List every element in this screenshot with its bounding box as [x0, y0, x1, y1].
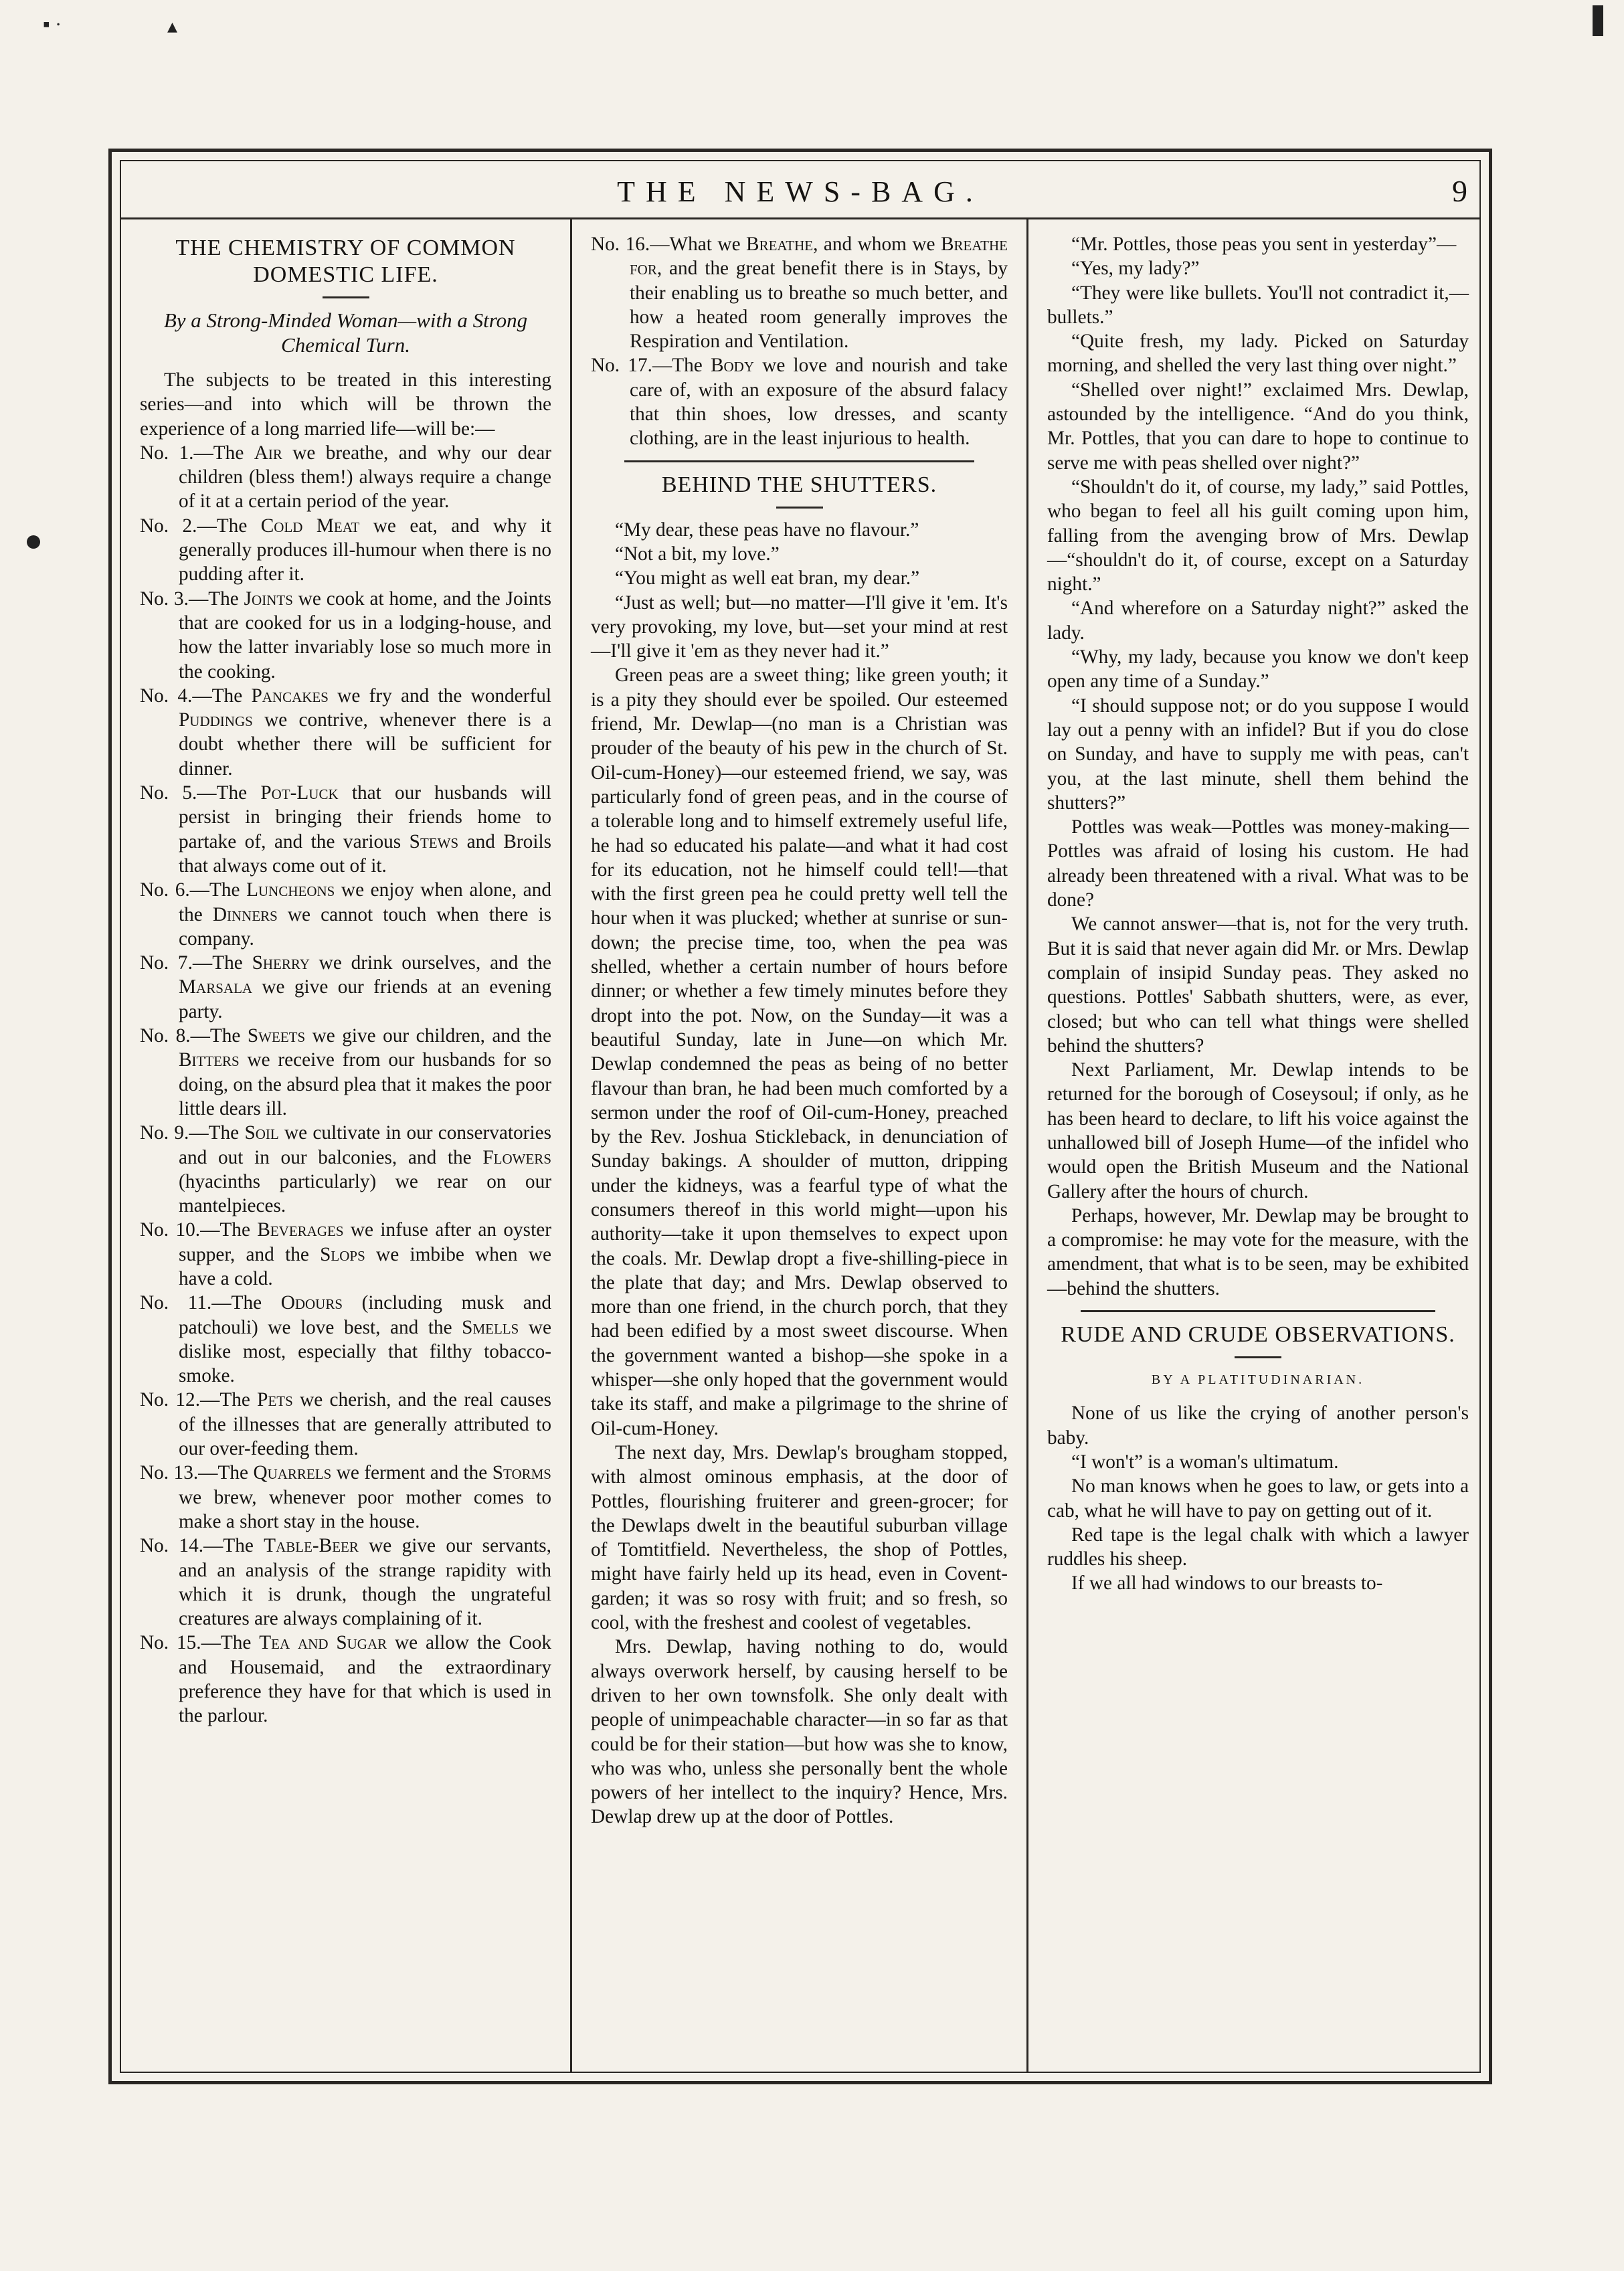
article-byline: BY A PLATITUDINARIAN.: [1151, 1372, 1365, 1388]
item-keyword: Sweets: [247, 1025, 306, 1047]
item-keyword: Pot-Luck: [260, 782, 339, 804]
list-item: [591, 232, 1008, 353]
item-text: we give our children, and the: [305, 1025, 551, 1047]
item-text: No. 10.—The: [140, 1219, 258, 1241]
item-text: we allow the Cook and Housemaid, and the extraordinary preference they have for that which is used in the parlour.: [179, 1632, 551, 1727]
article-title: THE CHEMISTRY OF COMMON DOMESTIC LIFE.: [175, 236, 516, 287]
paragraph: If we all had windows to our breasts to-: [1071, 1572, 1383, 1595]
item-keyword: Flowers: [482, 1146, 551, 1168]
item-keyword: Dinners: [212, 903, 278, 925]
item-keyword: Breathe for: [630, 234, 1008, 280]
item-keyword: Smells: [462, 1316, 519, 1338]
item-keyword: Cold Meat: [260, 515, 360, 537]
item-text: we cherish, and the real causes of the illnesses that are generally attributed to our over-feeding them.: [179, 1389, 551, 1460]
item-keyword: Quarrels: [253, 1462, 332, 1484]
list-item: [140, 951, 551, 1024]
item-text: we contrive, whenever there is a doubt whether there will be sufficient for dinner.: [179, 709, 551, 780]
paragraph: “Quite fresh, my lady. Picked on Saturday morning, and shelled the very last thing over night.”: [1047, 331, 1469, 377]
column-3: [1028, 217, 1487, 2072]
paragraph: “I won't” is a woman's ultimatum.: [1071, 1451, 1339, 1473]
item-text: and Broils that always come out of it.: [179, 830, 552, 877]
item-keyword: Slops: [320, 1243, 365, 1265]
page-frame: [108, 149, 1492, 2084]
list-item: [140, 514, 551, 587]
item-text: No. 11.—The: [140, 1292, 281, 1314]
list-item: [140, 1461, 551, 1534]
item-keyword: Breathe: [746, 234, 814, 255]
print-speck: ▪ ·: [43, 13, 62, 35]
item-text: No. 16.—What we: [591, 234, 747, 255]
paragraph: “Why, my lady, because you know we don't keep open any time of a Sunday.”: [1047, 646, 1469, 693]
article-byline: By a Strong-Minded Woman—with a Strong Chemical Turn.: [163, 308, 528, 357]
item-keyword: Pancakes: [251, 685, 329, 707]
item-text: No. 12.—The: [140, 1389, 258, 1411]
columns: [121, 217, 1479, 2072]
item-text: No. 1.—The: [140, 442, 254, 464]
page-number: 9: [1452, 174, 1467, 208]
paragraph: “I should suppose not; or do you suppose I would lay out a penny with an infidel? But if you do close on Sunday, and have to supply me with peas, can't you, at the last minute, shell them behind the shutters?”: [1047, 695, 1469, 814]
paragraph: “Shouldn't do it, of course, my lady,” said Pottles, who began to feel all his guilt coming upon him, falling from the avenging brow of Mrs. Dewlap—“shouldn't do it, of course, except on a Saturday night.”: [1047, 476, 1469, 596]
item-keyword: Tea and Sugar: [259, 1632, 387, 1654]
item-keyword: Sherry: [252, 952, 310, 974]
article-intro: The subjects to be treated in this interesting series—and into which will be thrown the experience of a long married life—will be:—: [140, 369, 551, 440]
paragraph: “My dear, these peas have no flavour.”: [615, 519, 919, 541]
item-text: we give our friends at an evening party.: [179, 976, 551, 1022]
item-keyword: Body: [710, 355, 755, 377]
item-text: we cook at home, and the Joints that are cooked for us in a lodging-house, and how the latter invariably lose so much more in the cooking.: [179, 587, 551, 683]
item-text: , and the great benefit there is in Stays, by their enabling us to breathe so much better, and how a heated room generally improves the Respiration and Ventilation.: [630, 258, 1008, 353]
item-text: (hyacinths particularly) we rear on our mantelpieces.: [179, 1170, 551, 1217]
title-rule: [776, 507, 823, 509]
item-keyword: Bitters: [179, 1049, 240, 1071]
title-rule: [1235, 1356, 1281, 1358]
item-list: [140, 441, 551, 1728]
item-text: No. 6.—The: [140, 879, 247, 901]
item-text: we fry and the wonderful: [328, 685, 551, 707]
item-text: we cultivate in our conservatories and out in our balconies, and the: [179, 1122, 551, 1168]
item-text: we give our servants, and an analysis of the strange rapidity with which it is drunk, though the ungrateful creatures are always complaining of it.: [179, 1535, 551, 1630]
item-text: No. 17.—The: [591, 355, 711, 377]
print-speck: ▴: [167, 15, 178, 37]
list-item: [140, 878, 551, 951]
item-text: we dislike most, especially that filthy tobacco-smoke.: [179, 1316, 551, 1387]
paragraph: “Not a bit, my love.”: [615, 543, 780, 565]
item-keyword: Joints: [244, 587, 293, 610]
article-body: [1047, 1401, 1469, 1595]
paragraph: Perhaps, however, Mr. Dewlap may be brought to a compromise: he may vote for the measure, with the amendment, that what is to be seen, may be exhibited—behind the shutters.: [1047, 1204, 1469, 1299]
list-item: [140, 1388, 551, 1461]
article-title: BEHIND THE SHUTTERS.: [661, 472, 937, 497]
list-item: [140, 1631, 551, 1728]
paragraph: Green peas are a sweet thing; like green youth; it is a pity they should ever be spoiled. Our esteemed friend, Mr. Dewlap—(no man is a Christian was prouder of the beauty of his pew in the church of St. Oil-cum-Honey)—our esteemed friend, we say, was particularly fond of green peas, and in the course of a tolerable long and to himself extremely useful life, he had so educated his palate—and what it had cost for its education, not he himself could tell!—that with the first green pea he could pretty well tell the hour when it was plucked; whether at sunrise or sun-down; the precise time, too, when the pea was shelled, whether a certain number of hours before dinner; or whether a few timely minutes before they dropt into the pot. Now, on the Sunday—it was a beautiful Sunday, late in June—on which Mr. Dewlap condemned the peas as being of no better flavour than bran, he had been much comforted by a sermon under the roof of Oil-cum-Honey, preached by the Rev. Joshua Stickleback, in denunciation of Sunday bakings. A shoulder of mutton, dripping under the kidneys, was a fearful type of what the consumers thereof in this world might—upon his authority—take it upon themselves to expect upon the coals. Mr. Dewlap dropt a five-shilling-piece in the plate that day; and Mrs. Dewlap observed to more than one friend, in the church porch, that they had been edified by a most sweet discourse. When the government wanted a bishop—she spoke in a whisper—she only hoped that the government would take its staff, and make a pilgrimage to the shrine of Oil-cum-Honey.: [591, 664, 1008, 1439]
list-item: [140, 1024, 551, 1121]
list-item: [591, 353, 1008, 450]
item-text: No. 2.—The: [140, 515, 261, 537]
paragraph: “You might as well eat bran, my dear.”: [615, 567, 920, 589]
column-1: [121, 217, 572, 2072]
list-item: [140, 1218, 551, 1291]
item-keyword: Storms: [492, 1462, 551, 1484]
paragraph: Pottles was weak—Pottles was money-making—Pottles was afraid of losing his custom. He had already been threatened with a rival. What was to be done?: [1047, 816, 1469, 911]
list-item: [140, 1534, 551, 1631]
item-keyword: Table-Beer: [264, 1535, 359, 1557]
item-text: we imbibe when we have a cold.: [179, 1243, 551, 1289]
section-rule: [1081, 1310, 1435, 1312]
column-2: [572, 217, 1028, 2072]
paragraph: Red tape is the legal chalk with which a lawyer ruddles his sheep.: [1047, 1524, 1469, 1570]
paragraph: “And wherefore on a Saturday night?” asked the lady.: [1047, 598, 1469, 644]
item-text: we breathe, and why our dear children (bless them!) always require a change of it at a certain period of the year.: [179, 442, 551, 513]
item-text: No. 3.—The: [140, 587, 244, 610]
paragraph: Mrs. Dewlap, having nothing to do, would always overwork herself, by causing herself to be driven to her own townsfolk. She only dealt with people of unimpeachable character—in so far as that could be for their station—but how was she to know, who was who, unless she personally bent the whole powers of her intellect to the inquiry? Hence, Mrs. Dewlap drew up at the door of Pottles.: [591, 1636, 1008, 1828]
item-text: we ferment and the: [331, 1462, 492, 1484]
title-rule: [323, 296, 369, 298]
item-keyword: Puddings: [179, 709, 253, 731]
item-keyword: Beverages: [257, 1219, 344, 1241]
item-keyword: Pets: [257, 1389, 293, 1411]
article-title: RUDE AND CRUDE OBSERVATIONS.: [1061, 1322, 1455, 1348]
item-text: we brew, whenever poor mother comes to make a short stay in the house.: [179, 1486, 551, 1532]
masthead: [121, 161, 1479, 219]
print-speck: [1593, 5, 1603, 36]
item-text: (including musk and patchouli) we love best, and the: [179, 1292, 551, 1338]
item-keyword: Soil: [244, 1122, 279, 1144]
item-keyword: Air: [254, 442, 282, 464]
item-text: No. 13.—The: [140, 1462, 254, 1484]
item-text: No. 5.—The: [140, 782, 261, 804]
item-text: No. 7.—The: [140, 952, 252, 974]
item-text: No. 8.—The: [140, 1025, 248, 1047]
print-speck: [27, 535, 40, 549]
item-text: that our husbands will persist in bringing their friends home to partake of, and the various: [179, 782, 551, 852]
item-text: No. 15.—The: [140, 1632, 260, 1654]
item-text: we drink ourselves, and the: [309, 952, 551, 974]
item-keyword: Odours: [280, 1292, 343, 1314]
list-item: [140, 441, 551, 514]
section-rule: [624, 460, 974, 462]
paragraph: “Yes, my lady?”: [1071, 258, 1200, 280]
article-body: [591, 518, 1008, 1829]
masthead-title: THE NEWS-BAG.: [617, 175, 984, 208]
paragraph: We cannot answer—that is, not for the very truth. But it is said that never again did Mr. or Mrs. Dewlap complain of insipid Sunday peas. They asked no questions. Pottles' Sabbath shutters, were, as ever, closed; but who can tell what things were shelled behind the shutters?: [1047, 913, 1469, 1057]
item-list-continued: [591, 232, 1008, 451]
list-item: [140, 1121, 551, 1218]
item-text: we enjoy when alone, and the: [179, 879, 551, 925]
item-keyword: Stews: [409, 830, 459, 852]
list-item: [140, 684, 551, 781]
paragraph: The next day, Mrs. Dewlap's brougham stopped, with almost ominous emphasis, at the door of Pottles, flourishing fruiterer and green-grocer; for the Dewlaps dwelt in the beautiful suburban village of Tomtitfield. Nevertheless, the shop of Pottles, might have fairly held up its head, even in Covent-garden; it was so rosy with fruit; and so fresh, so cool, with the freshest and coolest of vegetables.: [591, 1441, 1008, 1634]
item-text: we cannot touch when there is company.: [179, 903, 551, 949]
item-text: No. 14.—The: [140, 1535, 264, 1557]
item-text: we infuse after an oyster supper, and the: [179, 1219, 551, 1265]
paragraph: None of us like the crying of another person's baby.: [1047, 1402, 1469, 1449]
paragraph: Next Parliament, Mr. Dewlap intends to be returned for the borough of Coseysoul; if only, as he has been heard to declare, to lift his voice against the unhallowed bill of Joseph Hume—of the infidel who would open the British Museum and the National Gallery after the hours of church.: [1047, 1059, 1469, 1202]
item-text: , and whom we: [813, 234, 941, 255]
paragraph: “Mr. Pottles, those peas you sent in yesterday”—: [1071, 234, 1457, 255]
item-text: No. 9.—The: [140, 1122, 245, 1144]
list-item: [140, 1291, 551, 1388]
item-keyword: Marsala: [179, 976, 253, 998]
list-item: [140, 587, 551, 684]
list-item: [140, 781, 551, 878]
item-text: we eat, and why it generally produces ill-humour when there is no pudding after it.: [179, 515, 551, 585]
article-body-continued: [1047, 232, 1469, 1301]
page-inner-frame: [120, 160, 1481, 2073]
item-text: No. 4.—The: [140, 685, 252, 707]
paragraph: “Shelled over night!” exclaimed Mrs. Dewlap, astounded by the intelligence. “And do you think, Mr. Pottles, that you can dare to hope to continue to serve me with peas shelled over night?”: [1047, 379, 1469, 474]
item-keyword: Luncheons: [246, 879, 335, 901]
item-text: we receive from our husbands for so doing, on the absurd plea that it makes the poor little dears ill.: [179, 1049, 551, 1119]
paragraph: “They were like bullets. You'll not contradict it,—bullets.”: [1047, 282, 1469, 328]
paragraph: No man knows when he goes to law, or gets into a cab, what he will have to pay on getting out of it.: [1047, 1475, 1469, 1522]
paragraph: “Just as well; but—no matter—I'll give it 'em. It's very provoking, my love, but—set your mind at rest—I'll give it 'em as they never had it.”: [591, 592, 1008, 662]
item-text: we love and nourish and take care of, with an exposure of the absurd falacy that thin shoes, low dresses, and scanty clothing, are in the least injurious to health.: [630, 355, 1008, 450]
